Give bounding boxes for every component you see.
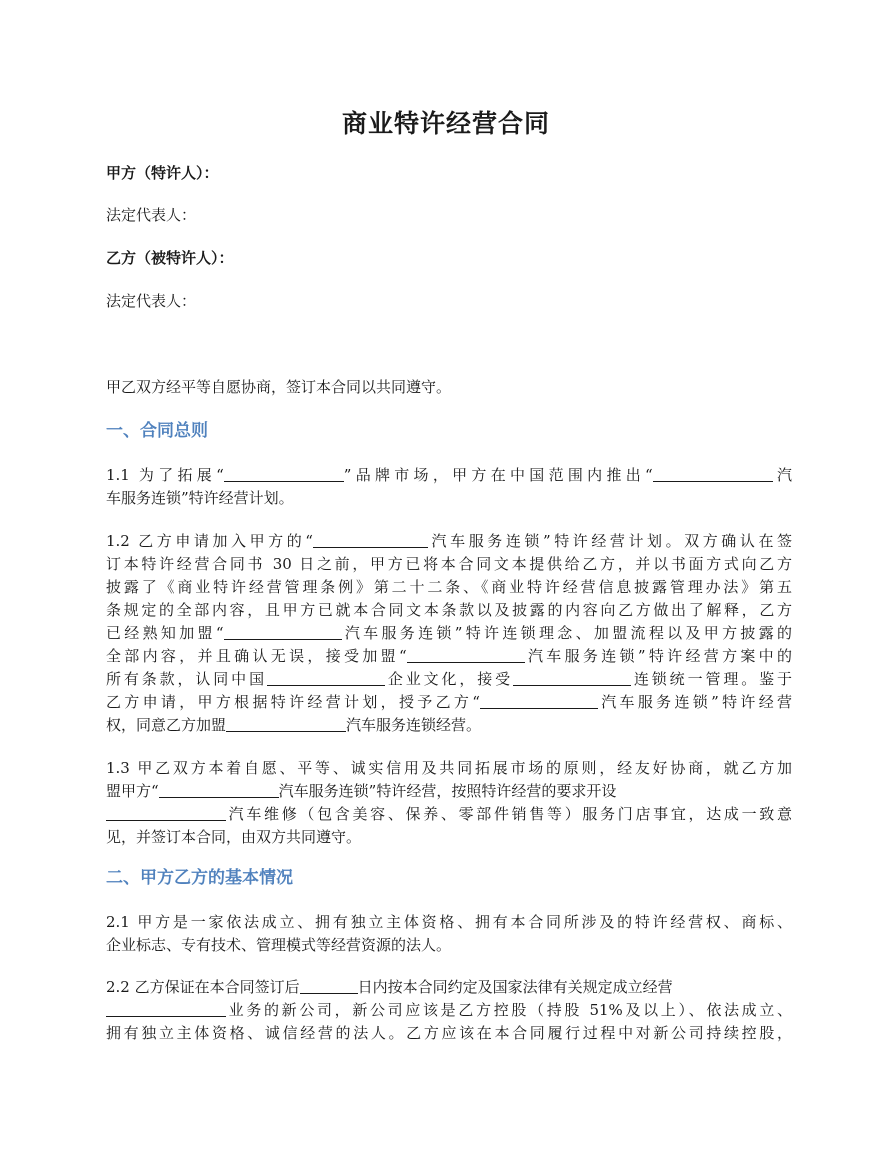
clause-1-3-line-4: 见，并签订本合同，由双方共同遵守。 [106,828,362,846]
clause-2-2-line-2: 业务的新公司，新公司应该是乙方控股（持股 51%及以上）、依法成立、 [106,1000,792,1020]
clause-1-1-line-1: 1.1 为了拓展“ ”品牌市场，甲方在中国范围内推出“ 汽 [106,466,792,484]
clause-1-2-line-7: 所有条款，认同中国 企业文化，接受 连锁统一管理。鉴于 [106,670,792,688]
party-a-label: 甲方（特许人）： [106,164,219,182]
fill-blank [224,466,344,482]
clause-2-1-line-1: 2.1 甲方是一家依法成立、拥有独立主体资格、拥有本合同所涉及的特许经营权、商标、 [106,913,792,931]
fill-blank [159,782,279,798]
party-b-representative: 法定代表人： [106,292,197,310]
fill-blank [407,647,525,663]
clause-1-2-line-1: 1.2 乙方申请加入甲方的“ 汽车服务连锁”特许经营计划。双方确认在签 [106,532,793,550]
clause-1-3-line-2: 盟甲方“ 汽车服务连锁”特许经营，按照特许经营的要求开设 [106,782,617,800]
clause-1-2-line-3: 披露了《商业特许经营管理条例》第二十二条、《商业特许经营信息披露管理办法》第五 [106,578,792,596]
clause-1-2-line-2: 订本特许经营合同书 30 日之前，甲方已将本合同文本提供给乙方，并以书面方式向乙方 [106,555,792,573]
clause-1-2-line-9: 权，同意乙方加盟 汽车服务连锁经营。 [106,716,482,734]
fill-blank [480,693,598,709]
party-a-representative: 法定代表人： [106,206,197,224]
clause-1-3-line-3: 汽车维修（包含美容、保养、零部件销售等）服务门店事宜，达成一致意 [106,804,792,824]
intro-paragraph: 甲乙双方经平等自愿协商，签订本合同以共同遵守。 [106,378,452,396]
fill-blank [106,805,226,821]
fill-blank [226,716,346,732]
clause-1-2-line-5: 已经熟知加盟“ 汽车服务连锁”特许连锁理念、加盟流程以及甲方披露的 [106,624,793,642]
clause-1-2-line-4: 条规定的全部内容，且甲方已就本合同文本条款以及披露的内容向乙方做出了解释，乙方 [106,601,792,619]
party-b-label: 乙方（被特许人）： [106,249,234,267]
fill-blank [513,670,631,686]
clause-1-2-line-8: 乙方申请，甲方根据特许经营计划，授予乙方“ 汽车服务连锁”特许经营 [106,693,793,711]
clause-1-2-line-6: 全部内容，并且确认无误，接受加盟“ 汽车服务连锁”特许经营方案中的 [106,647,792,665]
clause-2-2-line-3: 拥有独立主体资格、诚信经营的法人。乙方应该在本合同履行过程中对新公司持续控股， [106,1024,792,1042]
fill-blank [106,1001,226,1017]
clause-1-3-line-1: 1.3 甲乙双方本着自愿、平等、诚实信用及共同拓展市场的原则，经友好协商，就乙方加 [106,759,792,777]
section-1-heading: 一、合同总则 [106,421,208,441]
document-title: 商业特许经营合同 [341,109,550,138]
fill-blank [267,670,385,686]
fill-blank [653,466,773,482]
clause-2-2-line-1: 2.2 乙方保证在本合同签订后 日内按本合同约定及国家法律有关规定成立经营 [106,978,673,996]
clause-1-1-line-2: 车服务连锁”特许经营计划。 [106,489,294,507]
fill-blank [224,624,342,640]
clause-2-1-line-2: 企业标志、专有技术、管理模式等经营资源的法人。 [106,936,452,954]
fill-blank [300,978,358,994]
section-2-heading: 二、甲方乙方的基本情况 [106,868,293,888]
fill-blank [313,532,428,548]
